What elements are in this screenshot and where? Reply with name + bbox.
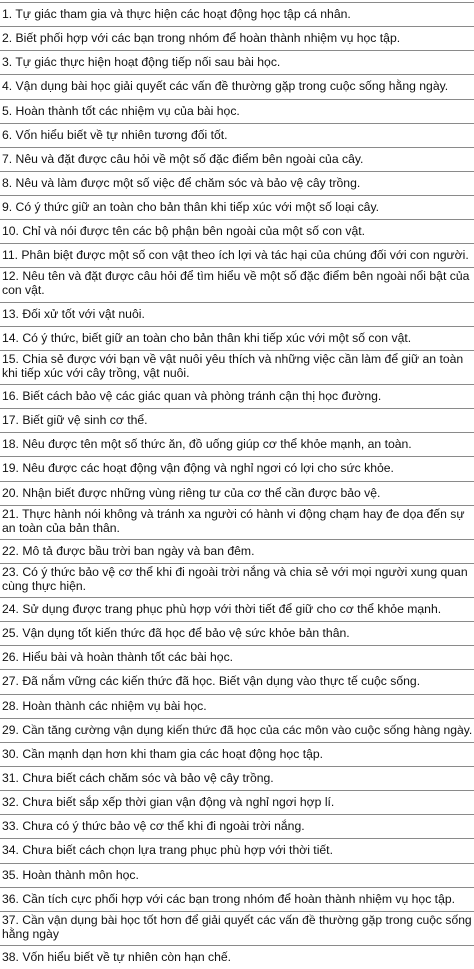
list-item-text: 36. Cần tích cực phối hợp với các bạn trong nhóm để hoàn thành nhiệm vụ học tập. [2,891,456,906]
list-item [0,456,474,480]
list-item [0,326,474,350]
list-item [0,505,474,539]
list-item [0,219,474,243]
list-item [0,945,474,969]
list-item-text: 32. Chưa biết sắp xếp thời gian vận động và nghỉ ngơi hợp lí. [2,795,335,810]
list-item-text: 3. Tự giác thực hiện hoạt động tiếp nối sau bài học. [2,55,281,70]
list-item [0,99,474,123]
list-item-text: 34. Chưa biết cách chọn lựa trang phục phù hợp với thời tiết. [2,843,333,858]
list-item-text: 1. Tự giác tham gia và thực hiện các hoạt động học tập cá nhân. [2,7,351,21]
list-item [0,814,474,838]
list-item [0,243,474,267]
list-item-text: 8. Nêu và làm được một số việc để chăm sóc và bảo vệ cây trồng. [2,175,361,190]
list-item [0,408,474,432]
list-item [0,147,474,171]
list-item-text: 13. Đối xử tốt với vật nuôi. [2,306,145,321]
list-item-text: 16. Biết cách bảo vệ các giác quan và phòng tránh cận thị học đường. [2,389,382,403]
list-item-text: 20. Nhận biết được những vùng riêng tư của cơ thể cần được bảo vệ. [2,485,381,500]
list-item [0,863,474,887]
list-item-text: 7. Nêu và đặt được câu hỏi về một số đặc điểm bên ngoài của cây. [2,151,364,166]
list-item-text: 35. Hoàn thành môn học. [2,867,139,882]
list-item [0,742,474,766]
list-item [0,171,474,195]
list-item-text: 37. Cần vận dụng bài học tốt hơn để giải quyết các vấn đề thường gặp trong cuộc sống [2,912,472,927]
list-item-text: 27. Đã nắm vững các kiến thức đã học. Biết vận dụng vào thực tế cuộc sống. [2,674,421,689]
list-item-text: 17. Biết giữ vệ sinh cơ thể. [2,413,148,428]
list-item-text: 11. Phân biệt được một số con vật theo ích lợi và tác hại của chúng đối với con người. [2,248,469,263]
list-item-text: 26. Hiểu bài và hoàn thành tốt các bài học. [2,650,234,665]
list-item-text: 12. Nêu tên và đặt được câu hỏi để tìm hiểu về một số đặc điểm bên ngoài nổi bật của [2,269,470,284]
list-item [0,481,474,505]
list-item [0,766,474,790]
list-item [0,384,474,408]
list-item-text: 19. Nêu được các hoạt động vận động và nghỉ ngơi có lợi cho sức khỏe. [2,461,394,476]
list-item-text: 28. Hoàn thành các nhiệm vụ bài học. [2,698,207,713]
list-item [0,669,474,693]
list-item [0,911,474,945]
list-item-text: hằng ngày [2,926,59,941]
list-item [0,838,474,862]
list-item [0,302,474,326]
list-item [0,539,474,563]
list-item-text: 21. Thực hành nói không và tránh xa người có hành vi động chạm hay đe dọa đến sự [2,506,465,521]
list-item-text: 14. Có ý thức, biết giữ an toàn cho bản thân khi tiếp xúc với một số con vật. [2,330,412,345]
list-item [0,597,474,621]
list-item-text: 4. Vận dụng bài học giải quyết các vấn đề thường gặp trong cuộc sống hằng ngày. [2,79,449,94]
list-item [0,50,474,74]
list-item-text: 18. Nêu được tên một số thức ăn, đồ uống giúp cơ thể khỏe mạnh, an toàn. [2,437,412,452]
list-item [0,195,474,219]
list-item-text: 22. Mô tả được bầu trời ban ngày và ban đêm. [2,543,255,558]
list-item [0,645,474,669]
list-item [0,887,474,911]
list-item-text: 2. Biết phối hợp với các bạn trong nhóm để hoàn thành nhiệm vụ học tập. [2,31,401,46]
list-item-text: cùng thực hiện. [2,578,87,593]
list-item [0,350,474,384]
list-item-text: 38. Vốn hiểu biết về tự nhiên còn hạn chế. [2,949,232,964]
list-item-text: khi tiếp xúc với cây trồng, vật nuôi. [2,365,190,380]
list-item-text: 23. Có ý thức bảo vệ cơ thể khi đi ngoài trời nắng và chia sẻ với mọi người xung quan [2,564,468,579]
list-item [0,74,474,98]
list-item-text: 30. Cần mạnh dạn hơn khi tham gia các hoạt động học tập. [2,746,324,761]
list-item [0,26,474,50]
list-item [0,2,474,26]
list-item-text: 24. Sử dụng được trang phục phù hợp với thời tiết để giữ cho cơ thể khỏe mạnh. [2,602,442,616]
list-item [0,718,474,742]
list-item-text: 29. Cần tăng cường vận dụng kiến thức đã học của các môn vào cuộc sống hàng ngày. [2,722,473,737]
list-item-text: an toàn của bản thân. [2,520,120,535]
list-item [0,790,474,814]
list-item [0,432,474,456]
list-item-text: 25. Vận dụng tốt kiến thức đã học để bảo vệ sức khỏe bản thân. [2,626,350,641]
list-item-text: 6. Vốn hiểu biết về tự nhiên tương đối tốt. [2,127,228,142]
list-item-text: 5. Hoàn thành tốt các nhiệm vụ của bài học. [2,103,240,118]
list-item [0,694,474,718]
list-item-text: 33. Chưa có ý thức bảo vệ cơ thể khi đi ngoài trời nắng. [2,819,305,834]
list-item [0,621,474,645]
list-item-text: 31. Chưa biết cách chăm sóc và bảo vệ cây trồng. [2,770,274,785]
list-item-text: 10. Chỉ và nói được tên các bộ phận bên ngoài của một số con vật. [2,224,366,239]
list-item [0,563,474,597]
list-item [0,267,474,301]
list-item-text: con vật. [2,283,45,298]
list-item-text: 15. Chia sẻ được với bạn về vật nuôi yêu thích và những việc cần làm để giữ an toàn [2,351,464,366]
list-item-text: 9. Có ý thức giữ an toàn cho bản thân khi tiếp xúc với một số loại cây. [2,200,380,214]
list-item [0,123,474,147]
